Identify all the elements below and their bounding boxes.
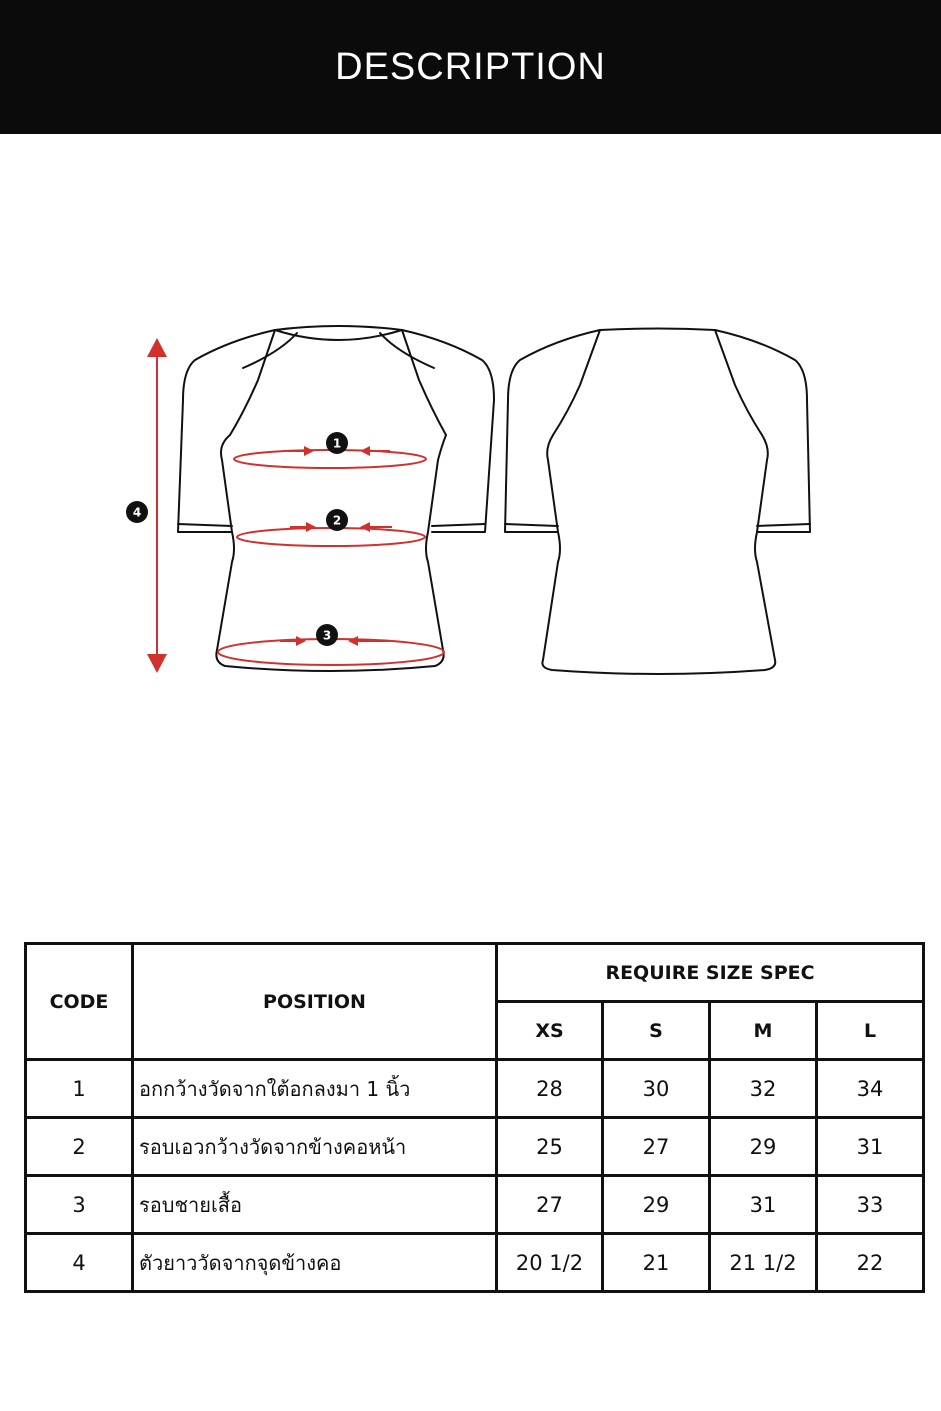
length-arrow-top (147, 338, 167, 357)
size-header-l: L (817, 1002, 924, 1060)
row-code: 2 (26, 1118, 133, 1176)
measure-chest (234, 432, 426, 468)
row-value-xs: 28 (497, 1060, 603, 1118)
shirt-back (505, 329, 810, 675)
row-value-xs: 27 (497, 1176, 603, 1234)
row-position: รอบชายเสื้อ (133, 1176, 497, 1234)
row-value-xs: 20 1/2 (497, 1234, 603, 1292)
length-arrow-bottom (147, 654, 167, 673)
table-row (26, 1234, 924, 1292)
row-value-s: 21 (603, 1234, 710, 1292)
size-header-xs: XS (497, 1002, 603, 1060)
measure-length (126, 338, 167, 673)
shirt-front (178, 326, 494, 671)
row-value-s: 29 (603, 1176, 710, 1234)
header-bar (0, 0, 941, 134)
marker-2-label: 2 (332, 513, 342, 528)
position-header: POSITION (133, 944, 497, 1060)
measure-hem (218, 624, 444, 665)
row-value-l: 22 (817, 1234, 924, 1292)
spec-header: REQUIRE SIZE SPEC (497, 944, 924, 1002)
row-position: ตัวยาววัดจากจุดข้างคอ (133, 1234, 497, 1292)
row-value-m: 21 1/2 (710, 1234, 817, 1292)
row-value-m: 31 (710, 1176, 817, 1234)
row-value-m: 32 (710, 1060, 817, 1118)
marker-3-label: 3 (322, 628, 332, 643)
table-row (26, 1060, 924, 1118)
row-position: รอบเอวกว้างวัดจากข้างคอหน้า (133, 1118, 497, 1176)
row-value-m: 29 (710, 1118, 817, 1176)
row-position: อกกว้างวัดจากใต้อกลงมา 1 นิ้ว (133, 1060, 497, 1118)
row-value-s: 30 (603, 1060, 710, 1118)
row-value-s: 27 (603, 1118, 710, 1176)
row-value-l: 34 (817, 1060, 924, 1118)
marker-4-label: 4 (132, 505, 142, 520)
chest-ellipse (234, 450, 426, 468)
measure-waist (237, 509, 425, 546)
row-code: 1 (26, 1060, 133, 1118)
marker-1-label: 1 (332, 436, 342, 451)
size-header-s: S (603, 1002, 710, 1060)
garment-illustration (0, 300, 941, 700)
waist-ellipse (237, 528, 425, 546)
row-value-l: 31 (817, 1118, 924, 1176)
table-row (26, 1176, 924, 1234)
row-value-l: 33 (817, 1176, 924, 1234)
header-row-1 (26, 944, 924, 1002)
row-code: 4 (26, 1234, 133, 1292)
code-header: CODE (26, 944, 133, 1060)
row-code: 3 (26, 1176, 133, 1234)
size-spec-table (24, 942, 925, 1293)
row-value-xs: 25 (497, 1118, 603, 1176)
size-header-m: M (710, 1002, 817, 1060)
page-title: DESCRIPTION (335, 45, 606, 88)
table-row (26, 1118, 924, 1176)
